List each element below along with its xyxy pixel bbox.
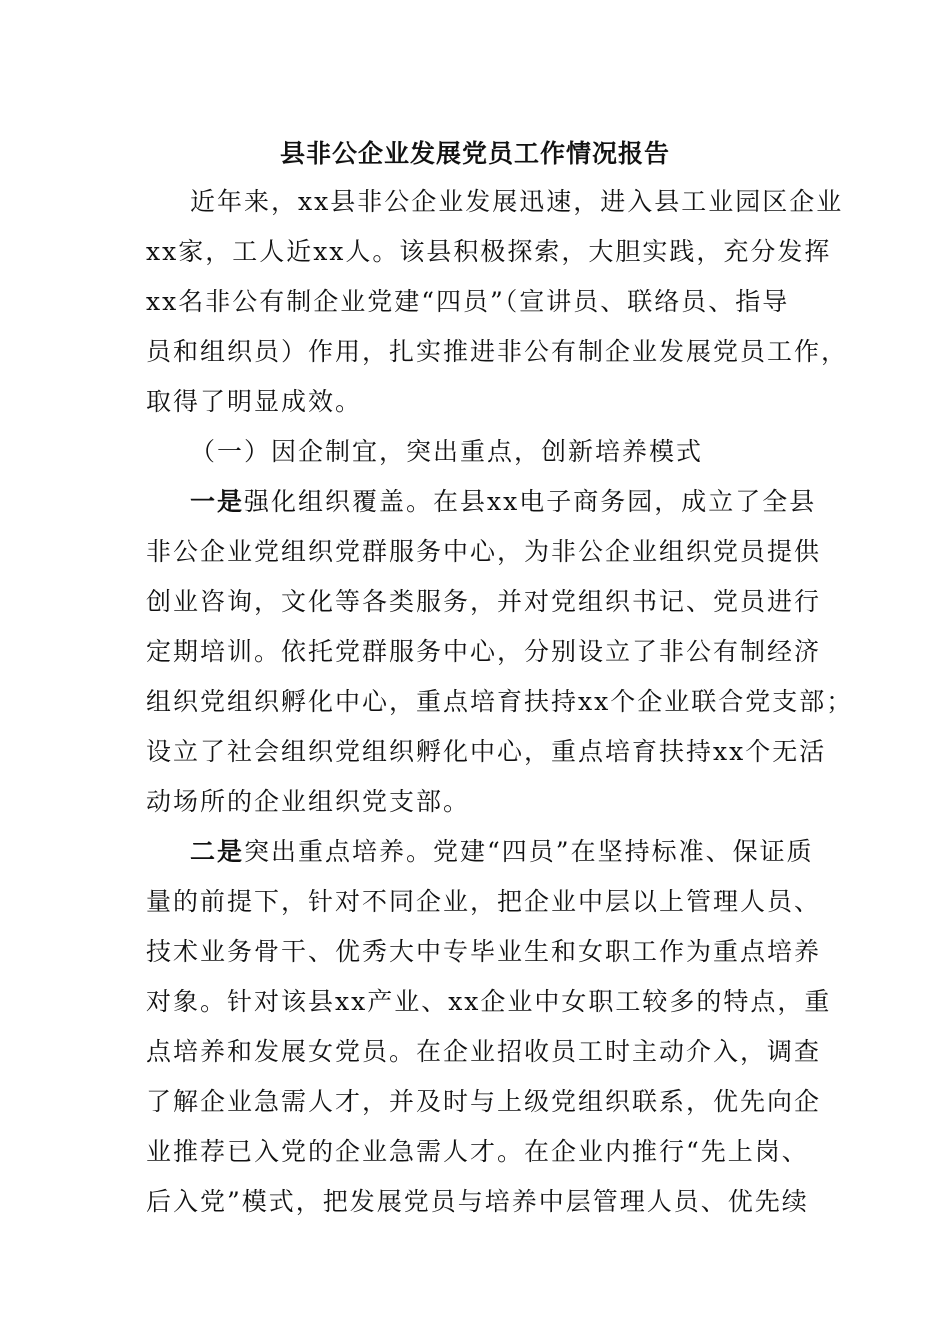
text-line: xx家，工人近xx人。该县积极探索，大胆实践，充分发挥: [146, 237, 832, 266]
paragraph-first-line: [190, 486, 816, 518]
text-line: 动场所的企业组织党支部。: [146, 787, 471, 816]
section-heading: （一）因企制宜，突出重点，创新培养模式: [190, 437, 704, 466]
text-line: 非公企业党组织党群服务中心，为非公企业组织党员提供: [146, 537, 822, 566]
text-line: 取得了明显成效。: [146, 387, 363, 416]
text-line: 业推荐已入党的企业急需人才。在企业内推行“先上岗、: [146, 1137, 809, 1166]
text-line: 组织党组织孵化中心，重点培育扶持xx个企业联合党支部；: [146, 687, 854, 716]
text-line: 突出重点培养。党建“四员”在坚持标准、保证质: [244, 837, 814, 866]
text-line: 点培养和发展女党员。在企业招收员工时主动介入，调查: [146, 1037, 822, 1066]
text-line: 定期培训。依托党群服务中心，分别设立了非公有制经济: [146, 637, 822, 666]
lead-second: 二是: [190, 837, 245, 866]
text-line: 技术业务骨干、优秀大中专毕业生和女职工作为重点培养: [146, 937, 822, 966]
text-line: xx名非公有制企业党建“四员”（宣讲员、联络员、指导: [146, 287, 790, 316]
paragraph-first-line: [190, 836, 814, 868]
text-line: 对象。针对该县xx产业、xx企业中女职工较多的特点，重: [146, 987, 832, 1016]
document-title: 县非公企业发展党员工作情况报告: [279, 139, 670, 168]
text-line: 量的前提下，针对不同企业，把企业中层以上管理人员、: [146, 887, 822, 916]
text-line: 近年来，xx县非公企业发展迅速，进入县工业园区企业: [190, 187, 844, 216]
text-line: 创业咨询，文化等各类服务，并对党组织书记、党员进行: [146, 587, 822, 616]
text-line: 了解企业急需人才，并及时与上级党组织联系，优先向企: [146, 1087, 822, 1116]
text-line: 后入党”模式，把发展党员与培养中层管理人员、优先续: [146, 1187, 809, 1216]
lead-first: 一是: [190, 487, 245, 516]
text-line: 设立了社会组织党组织孵化中心，重点培育扶持xx个无活: [146, 737, 827, 766]
text-line: 强化组织覆盖。在县xx电子商务园，成立了全县: [244, 487, 817, 516]
text-line: 员和组织员）作用，扎实推进非公有制企业发展党员工作，: [146, 337, 849, 366]
